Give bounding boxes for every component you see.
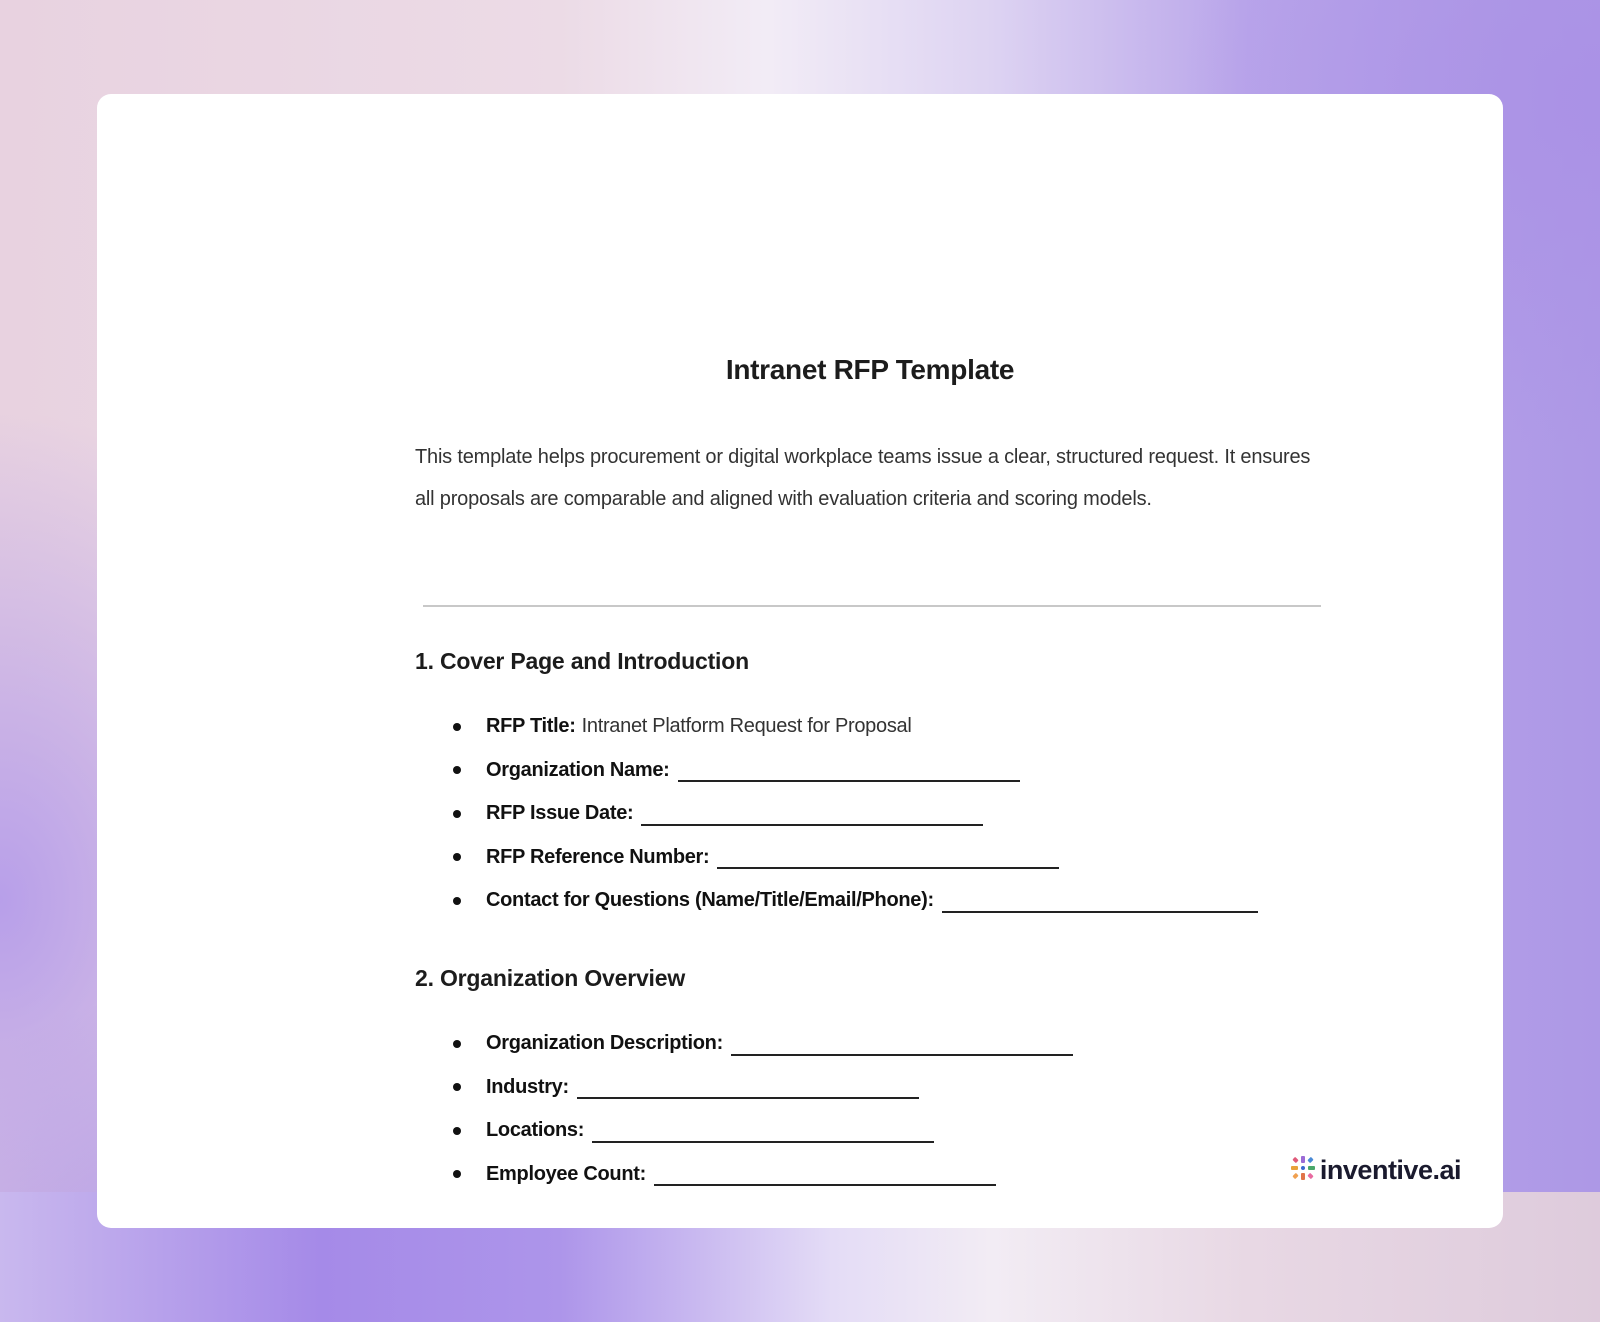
intro-paragraph: This template helps procurement or digital workplace teams issue a clear, structured request. It ensures all proposals are comparable and aligned with evaluation criteria and scoring models. (415, 446, 1311, 510)
cover-fields-list (415, 705, 1258, 923)
list-item (415, 1109, 1073, 1153)
field-label: Organization Name: (486, 758, 670, 781)
field-label: Employee Count: (486, 1162, 646, 1185)
bullet-icon (453, 1127, 461, 1135)
blank-line (654, 1184, 996, 1186)
list-item (415, 792, 1258, 836)
list-item (415, 1022, 1073, 1066)
field-label: Contact for Questions (Name/Title/Email/Phone): (486, 889, 934, 912)
document-title: Intranet RFP Template (725, 354, 1015, 385)
field-label: RFP Reference Number: (486, 845, 710, 868)
blank-line (577, 1097, 919, 1099)
section-heading-cover: 1. Cover Page and Introduction (415, 648, 749, 674)
section-heading-organization: 2. Organization Overview (415, 965, 686, 991)
bullet-icon (453, 1083, 461, 1091)
bullet-icon (453, 723, 461, 731)
field-value: Intranet Platform Request for Proposal (581, 715, 912, 738)
bullet-icon (453, 1040, 461, 1048)
blank-line (641, 824, 983, 826)
field-label: Organization Description: (486, 1032, 723, 1055)
bullet-icon (453, 766, 461, 774)
blank-line (731, 1054, 1073, 1056)
document-card (97, 94, 1503, 1228)
list-item (415, 749, 1258, 793)
blank-line (942, 911, 1258, 913)
list-item (415, 1066, 1073, 1110)
field-label: Industry: (486, 1075, 569, 1098)
field-label: RFP Title: (486, 715, 576, 738)
brand-logo (1290, 1155, 1461, 1186)
bullet-icon (453, 810, 461, 818)
blank-line (717, 867, 1059, 869)
blank-line (592, 1141, 934, 1143)
bullet-icon (453, 853, 461, 861)
field-label: Locations: (486, 1119, 585, 1142)
horizontal-divider (423, 605, 1321, 607)
blank-line (678, 780, 1020, 782)
list-item (415, 836, 1258, 880)
field-label: RFP Issue Date: (486, 802, 634, 825)
organization-fields-list (415, 1022, 1073, 1196)
bullet-icon (453, 1170, 461, 1178)
sparkle-burst-icon (1290, 1155, 1316, 1186)
list-item (415, 1153, 1073, 1197)
bullet-icon (453, 897, 461, 905)
list-item (415, 879, 1258, 923)
list-item (415, 705, 1258, 749)
brand-name: inventive.ai (1319, 1155, 1461, 1185)
